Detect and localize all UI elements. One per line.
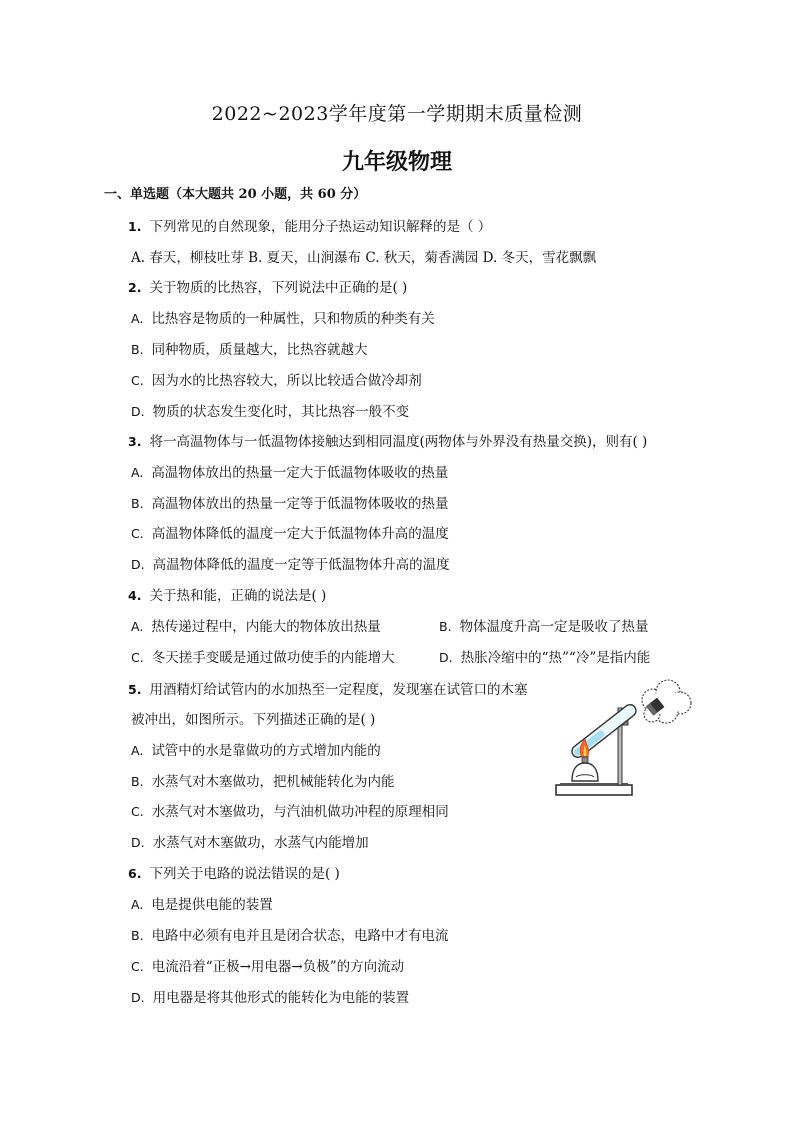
question-6-option-c: C. 电流沿着“正极→用电器→负极”的方向流动: [131, 959, 405, 975]
question-3-option-a: A. 高温物体放出的热量一定大于低温物体吸收的热量: [131, 465, 449, 481]
question-4-number: 4.: [128, 588, 142, 603]
question-1-number: 1.: [128, 219, 142, 234]
question-3-number: 3.: [128, 434, 142, 449]
question-4-option-d: D. 热胀冷缩中的“热”“冷”是指内能: [439, 650, 651, 666]
question-2-number: 2.: [128, 280, 142, 295]
question-1-options: A. 春天，柳枝吐芽 B. 夏天，山涧瀑布 C. 秋天，菊香满园 D. 冬天，雪花飘飘: [131, 250, 597, 266]
exam-subtitle: 九年级物理: [341, 149, 452, 175]
question-5-option-a: A. 试管中的水是靠做功的方式增加内能的: [131, 743, 381, 759]
question-6-stem: [128, 865, 340, 883]
question-4-option-c: C. 冬天搓手变暖是通过做功使手的内能增大: [131, 650, 395, 666]
question-1-stem: [128, 218, 491, 236]
question-2-option-a: A. 比热容是物质的一种属性，只和物质的种类有关: [131, 311, 435, 327]
lamp-wick-holder: [582, 757, 588, 763]
question-1-text: 下列常见的自然现象，能用分子热运动知识解释的是（ ）: [149, 219, 492, 235]
question-3-option-b: B. 高温物体放出的热量一定等于低温物体吸收的热量: [131, 496, 449, 512]
question-5-option-b: B. 水蒸气对木塞做功，把机械能转化为内能: [131, 774, 395, 790]
question-3-option-c: C. 高温物体降低的温度一定大于低温物体升高的温度: [131, 526, 449, 542]
question-5-stem-line-1: [128, 681, 527, 699]
exam-title: 2022~2023学年度第一学期期末质量检测: [211, 103, 583, 125]
question-5-stem-line-2: 被冲出，如图所示。下列描述正确的是( ): [131, 712, 376, 728]
question-4-option-a: A. 热传递过程中，内能大的物体放出热量: [131, 619, 381, 635]
question-5-option-d: D. 水蒸气对木塞做功，水蒸气内能增加: [131, 835, 369, 851]
question-5-number: 5.: [128, 682, 142, 697]
question-3-stem: [128, 433, 647, 451]
question-3-text: 将一高温物体与一低温物体接触达到相同温度(两物体与外界没有热量交换)，则有( ): [149, 434, 648, 450]
question-2-stem: [128, 279, 407, 297]
section-heading: 一、单选题（本大题共 20 小题，共 60 分）: [104, 187, 367, 202]
question-4-stem: [128, 587, 326, 605]
question-2-option-c: C. 因为水的比热容较大，所以比较适合做冷却剂: [131, 373, 422, 389]
stand-base: [556, 785, 632, 795]
question-5-option-c: C. 水蒸气对木塞做功，与汽油机做功冲程的原理相同: [131, 804, 449, 820]
steam-cloud: [642, 680, 691, 723]
alcohol-lamp: [572, 763, 598, 781]
question-2-option-d: D. 物质的状态发生变化时，其比热容一般不变: [131, 404, 410, 420]
test-tube-experiment-figure: [548, 678, 693, 804]
question-2-option-b: B. 同种物质，质量越大，比热容就越大: [131, 342, 368, 358]
question-6-text: 下列关于电路的说法错误的是( ): [149, 866, 340, 882]
question-6-option-d: D. 用电器是将其他形式的能转化为电能的装置: [131, 990, 410, 1006]
question-6-number: 6.: [128, 866, 142, 881]
question-6-option-a: A. 电是提供电能的装置: [131, 897, 273, 913]
question-5-text-1: 用酒精灯给试管内的水加热至一定程度，发现塞在试管口的木塞: [149, 682, 528, 698]
question-3-option-d: D. 高温物体降低的温度一定等于低温物体升高的温度: [131, 557, 450, 573]
question-6-option-b: B. 电路中必须有电并且是闭合状态，电路中才有电流: [131, 928, 449, 944]
question-2-text: 关于物质的比热容，下列说法中正确的是( ): [149, 280, 408, 296]
question-4-option-b: B. 物体温度升高一定是吸收了热量: [439, 619, 649, 635]
question-4-text: 关于热和能，正确的说法是( ): [149, 588, 327, 604]
